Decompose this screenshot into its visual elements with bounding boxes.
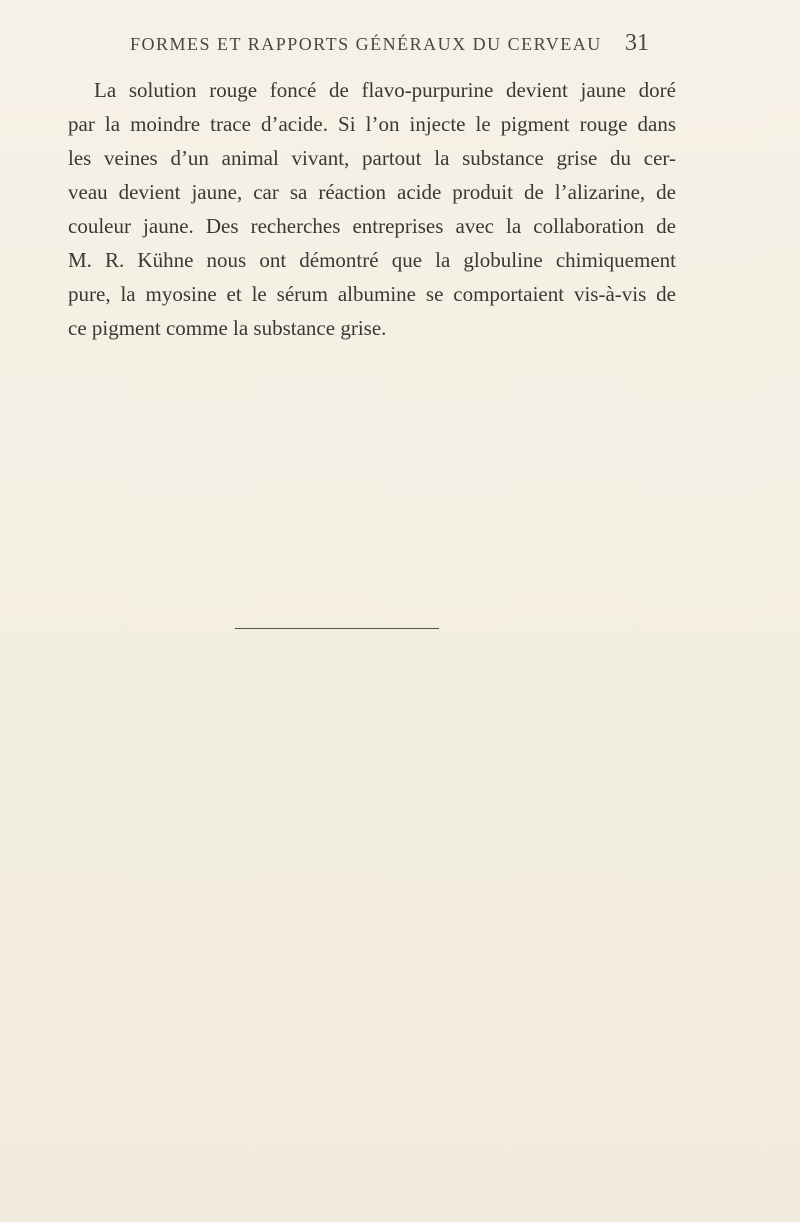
text-line: M. R. Kühne nous ont démontré que la globuline chimiquement [68,248,676,272]
text-line: couleur jaune. Des recherches entreprises avec la collaboration de [68,214,676,238]
text-line: les veines d’un animal vivant, partout la substance grise du cer- [68,146,676,170]
text-line: veau devient jaune, car sa réaction acide produit de l’alizarine, de [68,180,676,204]
section-divider [235,628,439,629]
body-paragraph [68,73,676,345]
text-line: ce pigment comme la substance grise. [68,316,387,340]
text-line: La solution rouge foncé de flavo-purpurine devient jaune doré [94,78,676,102]
running-head [0,30,800,60]
text-line: par la moindre trace d’acide. Si l’on injecte le pigment rouge dans [68,112,676,136]
page-number: 31 [625,30,649,56]
running-title: FORMES ET RAPPORTS GÉNÉRAUX DU CERVEAU [130,34,602,54]
text-line: pure, la myosine et le sérum albumine se comportaient vis-à-vis de [68,282,676,306]
